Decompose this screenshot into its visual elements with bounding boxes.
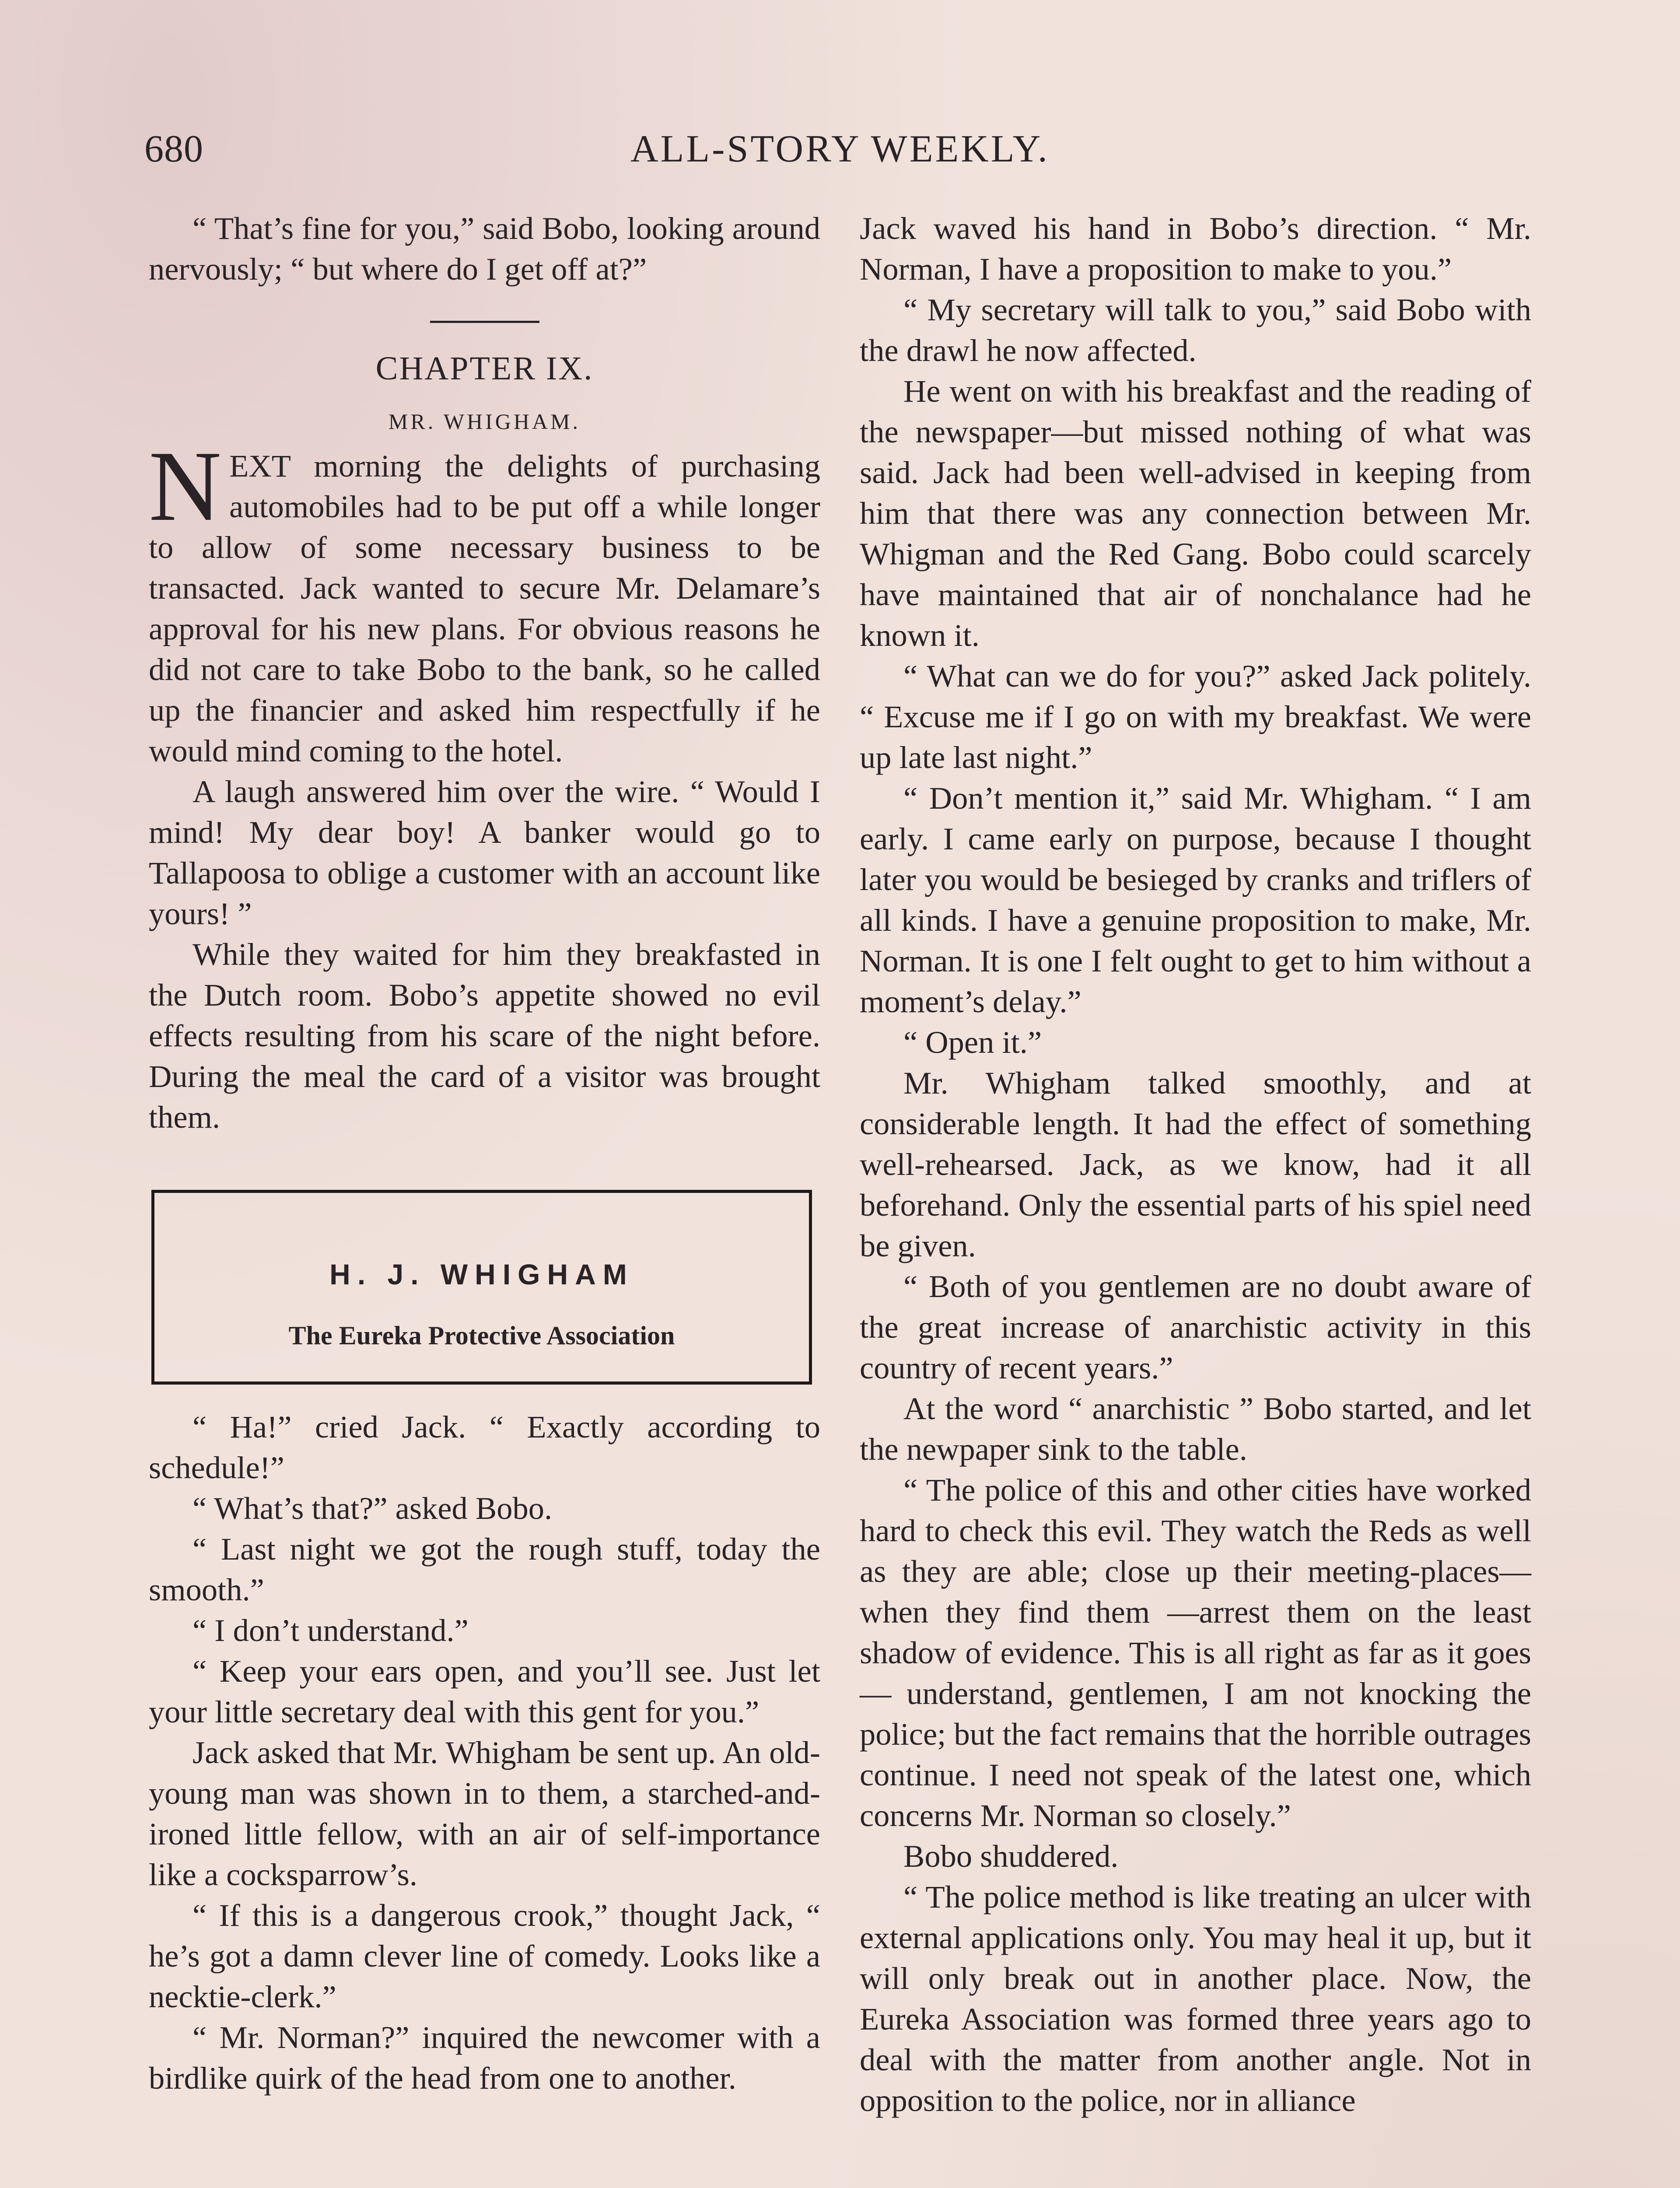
story-paragraph: “ That’s fine for you,” said Bobo, looking around nervously; “ but where do I get off at?” (149, 210, 820, 287)
story-paragraph: “ The police method is like treating an ulcer with external applications only. You may heal it up, but it will only break out in another place. Now, the Eureka Association was formed three years ago to deal with the matter from another angle. Not in opposition to the police, nor in alliance (860, 1879, 1531, 2118)
section-divider (430, 321, 539, 323)
chapter-heading: CHAPTER IX. (375, 350, 594, 387)
story-paragraph: “ Don’t mention it,” said Mr. Whigham. “ I am early. I came early on purpose, because I thought later you would be besieged by cranks and triflers of all kinds. I have a genuine proposition to make, Mr. Norman. It is one I felt ought to get to him without a moment’s delay.” (860, 780, 1531, 1019)
story-paragraph: He went on with his breakfast and the reading of the newspaper—but missed nothing of what was said. Jack had been well-advised in keeping from him that there was any connection between Mr. Whigman and the Red Gang. Bobo could scarcely have maintained that air of nonchalance had he known it. (860, 373, 1531, 653)
story-paragraph: “ What can we do for you?” asked Jack politely. “ Excuse me if I go on with my breakfast. We were up late last night.” (860, 658, 1531, 775)
story-paragraph: “ I don’t understand.” (192, 1613, 469, 1648)
page-number: 680 (144, 128, 203, 170)
magazine-title: ALL-STORY WEEKLY. (630, 128, 1050, 170)
story-paragraph: At the word “ anarchistic ” Bobo started, and let the newpaper sink to the table. (860, 1391, 1531, 1467)
story-paragraph: “ My secretary will talk to you,” said Bobo with the drawl he now affected. (860, 292, 1531, 368)
story-paragraph: “ Both of you gentlemen are no doubt aware of the great increase of anarchistic activity in this country of recent years.” (860, 1269, 1531, 1385)
story-paragraph: “ Mr. Norman?” inquired the newcomer with a birdlike quirk of the head from one to another. (149, 2020, 820, 2096)
story-paragraph: Mr. Whigham talked smoothly, and at considerable length. It had the effect of something well-rehearsed. Jack, as we know, had it all beforehand. Only the essential parts of his spiel need be given. (860, 1065, 1531, 1263)
chapter-opening-paragraph (149, 430, 820, 771)
business-card (151, 1190, 812, 1385)
business-card-name: H. J. WHIGHAM (329, 1258, 634, 1290)
chapter-subtitle: MR. WHIGHAM. (388, 409, 581, 434)
right-column (860, 208, 1531, 2121)
story-paragraph: “ Keep your ears open, and you’ll see. Just let your little secretary deal with this gent for you.” (149, 1653, 820, 1729)
story-paragraph: “ What’s that?” asked Bobo. (192, 1490, 553, 1526)
story-paragraph: “ Ha!” cried Jack. “ Exactly according to schedule!” (149, 1409, 820, 1485)
story-paragraph: “ The police of this and other cities have worked hard to check this evil. They watch the Reds as well as they are able; close up their meeting-places—when they find them —arrest them on the least shadow of evidence. This is all right as far as it goes— understand, gentlemen, I am not knocking the police; but the fact remains that the horrible outrages continue. I need not speak of the latest one, which concerns Mr. Norman so closely.” (860, 1472, 1531, 1833)
business-card-organization: The Eureka Protective Association (288, 1321, 675, 1350)
left-column (149, 208, 820, 2098)
drop-cap: N (149, 430, 222, 542)
story-paragraph: “ Open it.” (903, 1024, 1042, 1060)
story-paragraph: Jack waved his hand in Bobo’s direction. “ Mr. Norman, I have a proposition to make to you.” (860, 210, 1531, 287)
story-paragraph: “ Last night we got the rough stuff, today the smooth.” (149, 1531, 820, 1607)
story-paragraph: While they waited for him they breakfasted in the Dutch room. Bobo’s appetite showed no evil effects resulting from his scare of the night before. During the meal the card of a visitor was brought them. (149, 936, 820, 1135)
story-paragraph: Jack asked that Mr. Whigham be sent up. An old-young man was shown in to them, a starched-and-ironed little fellow, with an air of self-importance like a cocksparrow’s. (149, 1735, 820, 1892)
opening-paragraph-text: EXT morning the delights of purchasing automobiles had to be put off a while longer to allow of some necessary business to be transacted. Jack wanted to secure Mr. Delamare’s approval for his new plans. For obvious reasons he did not care to take Bobo to the bank, so he called up the financier and asked him respectfully if he would mind coming to the hotel. (149, 448, 820, 768)
story-paragraph: Bobo shuddered. (903, 1838, 1119, 1874)
page-header (144, 127, 1536, 184)
story-paragraph: “ If this is a dangerous crook,” thought Jack, “ he’s got a damn clever line of comedy. Looks like a necktie-clerk.” (149, 1897, 820, 2014)
story-paragraph: A laugh answered him over the wire. “ Would I mind! My dear boy! A banker would go to Tallapoosa to oblige a customer with an account like yours! ” (149, 774, 820, 931)
